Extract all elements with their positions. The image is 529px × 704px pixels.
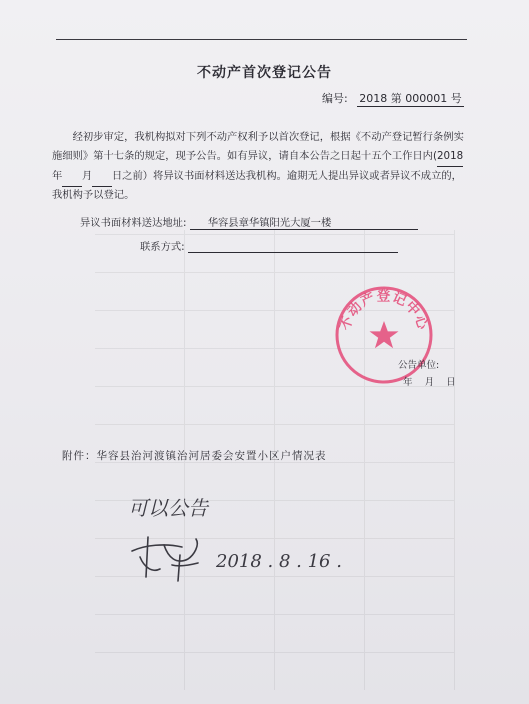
address-label: 异议书面材料送达地址: [80, 217, 187, 229]
document-title: 不动产首次登记公告 [197, 65, 332, 81]
notice-year: 2018 [437, 147, 463, 167]
serial-label: 编号: [322, 92, 348, 105]
notice-day [92, 167, 112, 187]
address-field [80, 214, 418, 230]
notice-text-1: 经初步审定，我机构拟对下列不动产权利予以首次登记，根据《不动产登记暂行条例实施细则》第十七条的规定，现予公告。如有异议，请自本公告之日起十五个工作日内( [52, 131, 464, 162]
serial-value: 2018 第 000001 号 [359, 92, 462, 105]
serial-number [322, 90, 464, 107]
handwritten-date: 2018 . 8 . 16 . [216, 551, 342, 572]
seal-text: 不动产登记中心 [337, 288, 431, 333]
top-rule [56, 39, 467, 40]
issue-date-line: 年 月 日 [403, 377, 456, 388]
attachment-note: 附件：华容县治河渡镇治河居委会安置小区户情况表 [62, 450, 327, 462]
notice-paragraph-end: 我机构予以登记。 [52, 189, 135, 201]
handwritten-note: 可以公告 [128, 496, 208, 520]
notice-text-3: 月 [81, 170, 93, 182]
notice-paragraph [52, 128, 472, 187]
handwritten-signature-icon [132, 537, 198, 581]
address-value: 华容县章华镇阳光大厦一楼 [190, 214, 418, 230]
notice-text-2: 年 [52, 170, 63, 182]
issuer-label: 公告单位: [398, 360, 440, 371]
contact-label: 联系方式: [140, 241, 185, 253]
notice-text-4: 日之前）将异议书面材料送达我机构。逾期无人提出异议或者异议不成立的， [111, 170, 462, 182]
notice-month [62, 167, 82, 187]
contact-value [188, 240, 398, 253]
handwritten-approval [120, 485, 350, 585]
contact-field [140, 238, 398, 253]
seal-star-icon [370, 321, 399, 348]
